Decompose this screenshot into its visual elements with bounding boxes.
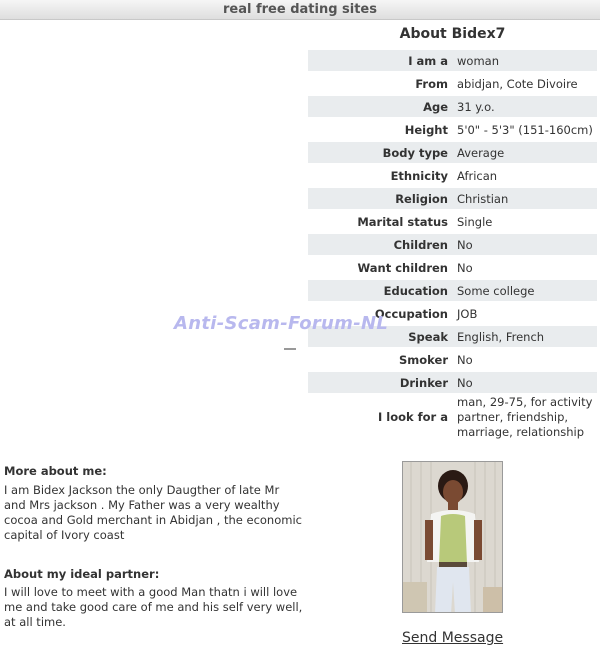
attr-value: No — [453, 234, 597, 255]
attr-row-ethnicity — [308, 165, 597, 186]
attr-label: Children — [308, 234, 453, 255]
attr-label: Smoker — [399, 352, 448, 367]
attr-value: 5'0" - 5'3" (151-160cm) — [457, 122, 593, 137]
attr-value: English, French — [453, 326, 597, 347]
attr-row-religion — [308, 188, 597, 209]
attr-row-age — [308, 96, 597, 117]
attr-row-body-type — [308, 142, 597, 163]
attr-label: Occupation — [374, 306, 448, 321]
attr-row-looking-for — [308, 395, 597, 440]
ideal-partner-heading: About my ideal partner: — [4, 567, 160, 581]
attr-label: Education — [308, 280, 453, 301]
attr-value: woman — [453, 50, 597, 71]
attr-value: No — [457, 352, 473, 367]
attr-row-smoker — [308, 349, 597, 370]
attr-value: JOB — [457, 306, 478, 321]
attr-row-want-children — [308, 257, 597, 278]
attr-label: Religion — [308, 188, 453, 209]
divider — [284, 348, 296, 350]
attr-value: No — [453, 372, 597, 393]
attr-label: Body type — [308, 142, 453, 163]
attr-row-height — [308, 119, 597, 140]
attr-value: No — [457, 260, 473, 275]
attr-label: Drinker — [308, 372, 453, 393]
more-about-me-heading: More about me: — [4, 464, 107, 478]
attr-value: Christian — [453, 188, 597, 209]
attr-value: man, 29-75, for activity partner, friendship, marriage, relationship — [457, 395, 593, 439]
attr-label: From — [415, 76, 448, 91]
attr-row-children — [308, 234, 597, 255]
profile-attributes-table — [308, 48, 597, 442]
attr-row-marital-status — [308, 211, 597, 232]
more-about-me-text: I am Bidex Jackson the only Daugther of late Mr and Mrs jackson . My Father was a very wealthy cocoa and Gold merchant in Abidjan , the economic capital of Ivory coast — [4, 483, 302, 542]
attr-row-from — [308, 73, 597, 94]
attr-value: Some college — [453, 280, 597, 301]
profile-photo-image — [403, 462, 503, 613]
attr-value: 31 y.o. — [453, 96, 597, 117]
ideal-partner-text: I will love to meet with a good Man thatn i will love me and take good care of me and his self very well, at all time. — [4, 585, 303, 629]
site-header: real free dating sites — [0, 0, 600, 20]
attr-row-drinker — [308, 372, 597, 393]
attr-value: abidjan, Cote Divoire — [457, 76, 578, 91]
attr-value: African — [457, 168, 498, 183]
attr-label: I am a — [308, 50, 453, 71]
attr-label: Age — [308, 96, 453, 117]
attr-label: Ethnicity — [390, 168, 448, 183]
attr-label: Want children — [357, 260, 448, 275]
profile-photo[interactable] — [402, 461, 503, 613]
attr-value: Average — [453, 142, 597, 163]
attr-label: I look for a — [377, 410, 448, 424]
attr-value: Single — [457, 214, 493, 229]
attr-label: Marital status — [357, 214, 448, 229]
send-message-link[interactable]: Send Message — [402, 630, 504, 646]
attr-row-education — [308, 280, 597, 301]
attr-label: Speak — [308, 326, 453, 347]
attr-label: Height — [404, 122, 448, 137]
watermark-text: Anti-Scam-Forum-NL — [174, 313, 389, 334]
attr-row-gender — [308, 50, 597, 71]
profile-title: About Bidex7 — [399, 26, 506, 42]
